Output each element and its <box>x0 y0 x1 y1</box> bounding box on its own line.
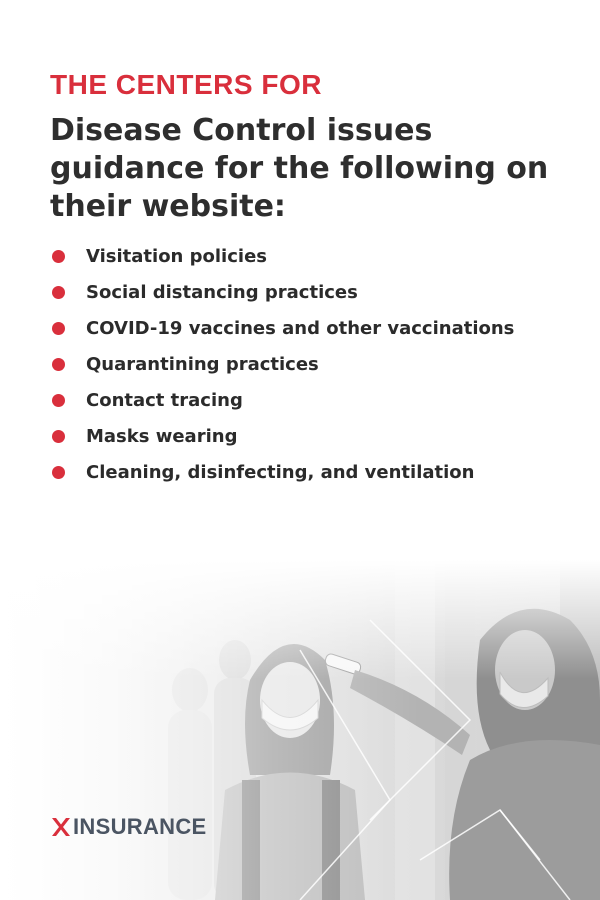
temperature-check-photo <box>0 560 600 900</box>
list-item <box>52 382 514 418</box>
list-item <box>52 418 514 454</box>
list-item <box>52 346 514 382</box>
bullet-dot-icon <box>52 322 65 335</box>
list-item-label: Masks wearing <box>86 425 238 447</box>
list-item-label: Quarantining practices <box>86 353 319 375</box>
list-item-label: COVID-19 vaccines and other vaccinations <box>86 317 515 339</box>
logo-wordmark: INSURANCE <box>73 814 207 839</box>
list-item <box>52 310 514 346</box>
list-item-label: Contact tracing <box>86 389 243 411</box>
list-item-label: Cleaning, disinfecting, and ventilation <box>86 461 475 483</box>
list-item-label: Visitation policies <box>86 245 267 267</box>
bullet-dot-icon <box>52 430 65 443</box>
list-item <box>52 238 514 274</box>
guidance-list <box>52 238 514 490</box>
bullet-dot-icon <box>52 394 65 407</box>
bullet-dot-icon <box>52 358 65 371</box>
xinsurance-logo <box>50 816 207 838</box>
bullet-dot-icon <box>52 286 65 299</box>
list-item <box>52 274 514 310</box>
list-item <box>52 454 514 490</box>
list-item-label: Social distancing practices <box>86 281 358 303</box>
main-headline: Disease Control issues guidance for the following on their website: <box>50 113 549 224</box>
x-logo-mark-icon <box>50 816 72 838</box>
bullet-dot-icon <box>52 250 65 263</box>
bullet-dot-icon <box>52 466 65 479</box>
eyebrow-heading: THE CENTERS FOR <box>50 69 322 100</box>
